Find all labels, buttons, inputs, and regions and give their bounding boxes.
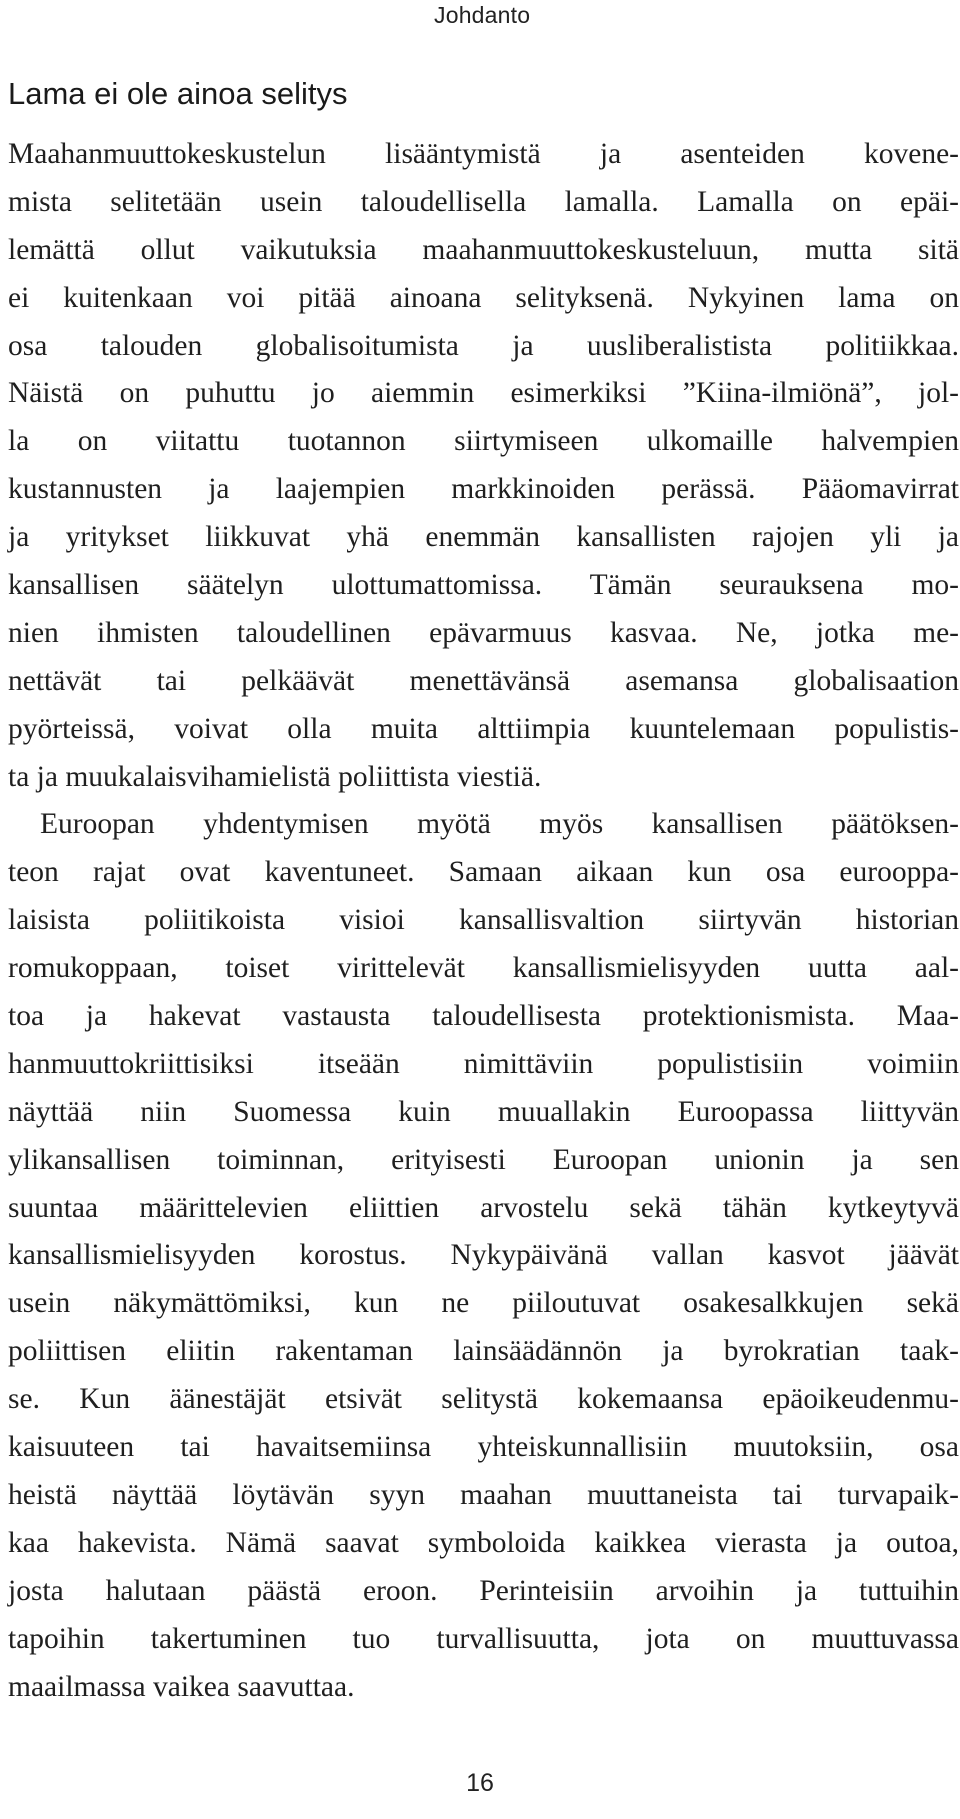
text-line: kansallisen säätelyn ulottumattomissa. Tämän seurauksena mo- xyxy=(8,569,959,602)
text-line: Euroopan yhdentymisen myötä myös kansallisen päätöksen- xyxy=(40,808,959,841)
text-line: ei kuitenkaan voi pitää ainoana selityksenä. Nykyinen lama on xyxy=(8,281,959,314)
paragraph xyxy=(8,801,959,1711)
paragraph xyxy=(8,131,959,801)
text-line: nien ihmisten taloudellinen epävarmuus kasvaa. Ne, jotka me- xyxy=(8,616,959,649)
text-line: josta halutaan päästä eroon. Perinteisiin arvoihin ja tuttuihin xyxy=(8,1574,959,1607)
text-line: maailmassa vaikea saavuttaa. xyxy=(8,1670,355,1703)
text-line: mista selitetään usein taloudellisella lamalla. Lamalla on epäi- xyxy=(8,185,959,218)
text-line: laisista poliitikoista visioi kansallisvaltion siirtyvän historian xyxy=(8,904,959,937)
text-line: tapoihin takertuminen tuo turvallisuutta, jota on muuttuvassa xyxy=(8,1622,959,1655)
text-line: poliittisen eliitin rakentaman lainsäädännön ja byrokratian taak- xyxy=(8,1335,959,1368)
text-line: ta ja muukalaisvihamielistä poliittista viestiä. xyxy=(8,760,542,793)
text-line: kansallismielisyyden korostus. Nykypäivänä vallan kasvot jäävät xyxy=(8,1239,959,1272)
text-line: kaa hakevista. Nämä saavat symboloida kaikkea vierasta ja outoa, xyxy=(8,1526,959,1559)
text-line: kaisuuteen tai havaitsemiinsa yhteiskunnallisiin muutoksiin, osa xyxy=(8,1431,959,1464)
text-line: kustannusten ja laajempien markkinoiden perässä. Pääomavirrat xyxy=(8,473,959,506)
text-line: ylikansallisen toiminnan, erityisesti Euroopan unionin ja sen xyxy=(8,1143,959,1176)
text-line: lemättä ollut vaikutuksia maahanmuuttokeskusteluun, mutta sitä xyxy=(8,233,959,266)
text-line: suuntaa määrittelevien eliittien arvostelu sekä tähän kytkeytyvä xyxy=(8,1191,959,1224)
text-line: pyörteissä, voivat olla muita alttiimpia kuuntelemaan populistis- xyxy=(8,712,959,745)
text-line: teon rajat ovat kaventuneet. Samaan aikaan kun osa eurooppa- xyxy=(8,856,959,889)
text-line: hanmuuttokriittisiksi itseään nimittäviin populistisiin voimiin xyxy=(8,1047,959,1080)
text-line: heistä näyttää löytävän syyn maahan muuttaneista tai turvapaik- xyxy=(8,1478,959,1511)
text-line: la on viitattu tuotannon siirtymiseen ulkomaille halvempien xyxy=(8,425,959,458)
text-line: usein näkymättömiksi, kun ne piiloutuvat osakesalkkujen sekä xyxy=(8,1287,959,1320)
text-line: romukoppaan, toiset virittelevät kansallismielisyyden uutta aal- xyxy=(8,952,959,985)
text-line: se. Kun äänestäjät etsivät selitystä kokemaansa epäoikeudenmu- xyxy=(8,1383,959,1416)
body-text xyxy=(8,131,959,1711)
text-line: Näistä on puhuttu jo aiemmin esimerkiksi ”Kiina-ilmiönä”, jol- xyxy=(8,377,959,410)
text-line: näyttää niin Suomessa kuin muuallakin Euroopassa liittyvän xyxy=(8,1095,959,1128)
text-line: toa ja hakevat vastausta taloudellisesta protektionismista. Maa- xyxy=(8,1000,959,1033)
text-line: nettävät tai pelkäävät menettävänsä asemansa globalisaation xyxy=(8,664,959,697)
page-number: 16 xyxy=(466,1769,494,1797)
section-title: Lama ei ole ainoa selitys xyxy=(8,76,348,111)
text-line: Maahanmuuttokeskustelun lisääntymistä ja asenteiden kovene- xyxy=(8,138,959,170)
text-line: osa talouden globalisoitumista ja uusliberalistista politiikkaa. xyxy=(8,329,959,362)
running-head: Johdanto xyxy=(434,2,531,28)
text-line: ja yritykset liikkuvat yhä enemmän kansallisten rajojen yli ja xyxy=(8,521,959,554)
